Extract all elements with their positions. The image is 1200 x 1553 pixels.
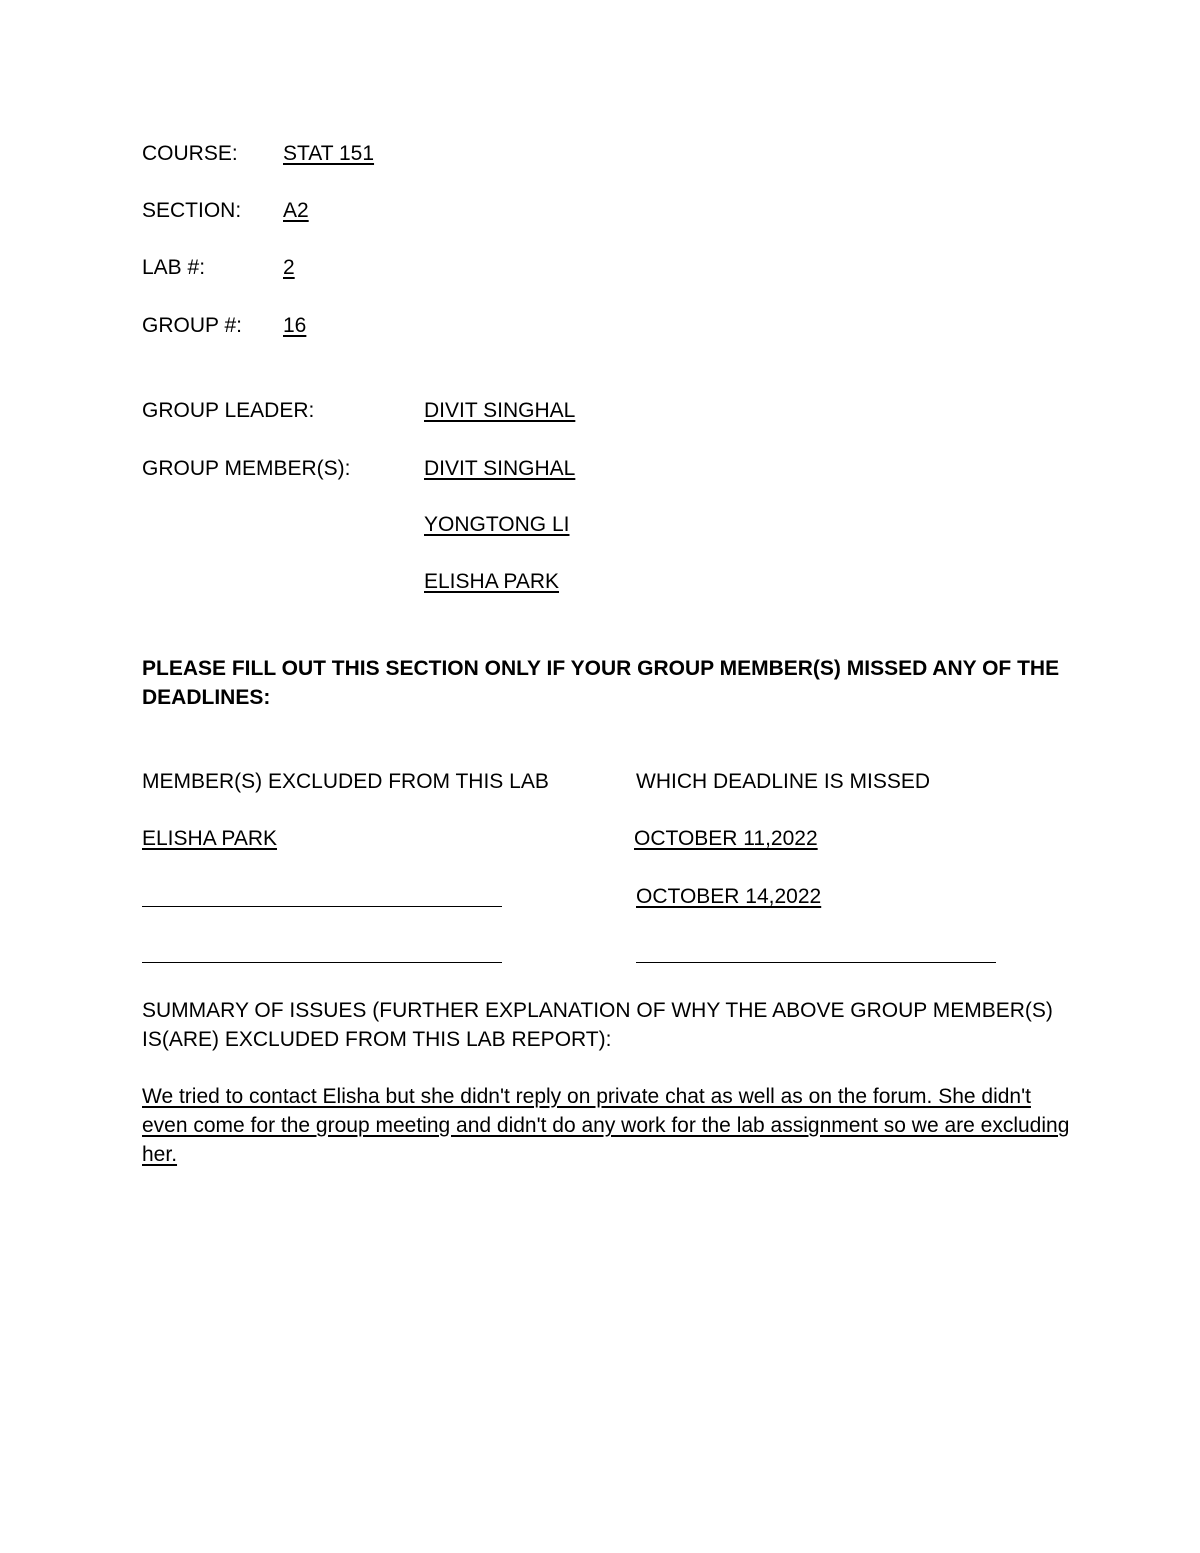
excluded-members-header: MEMBER(S) EXCLUDED FROM THIS LAB: [142, 770, 549, 793]
excluded-member-blank-2: [142, 906, 502, 907]
summary-text: We tried to contact Elisha but she didn't reply on private chat as well as on the forum. She didn't even come for the group meeting and didn't do any work for the lab assignment so we are excluding her.: [142, 1085, 1070, 1166]
missed-deadline-blank-3: [636, 962, 996, 963]
excluded-member-blank-3: [142, 962, 502, 963]
group-member-2: YONGTONG LI: [424, 513, 570, 536]
section-value: A2: [283, 199, 309, 222]
group-member-3: ELISHA PARK: [424, 570, 560, 593]
group-leader-value: DIVIT SINGHAL: [424, 399, 576, 422]
group-members-label: GROUP MEMBER(S):: [142, 457, 351, 480]
group-number-label: GROUP #:: [142, 314, 242, 337]
missed-deadline-header: WHICH DEADLINE IS MISSED: [636, 770, 931, 793]
group-number-value: 16: [283, 314, 307, 337]
missed-deadline-1: OCTOBER 11,2022: [634, 827, 818, 850]
lab-label: LAB #:: [142, 256, 206, 279]
excluded-member-1: ELISHA PARK: [142, 827, 278, 850]
course-label: COURSE:: [142, 142, 238, 165]
course-value: STAT 151: [283, 142, 375, 165]
group-member-1: DIVIT SINGHAL: [424, 457, 576, 480]
summary-label: SUMMARY OF ISSUES (FURTHER EXPLANATION OF WHY THE ABOVE GROUP MEMBER(S) IS(ARE) EXCLUDED FROM THIS LAB REPORT):: [142, 999, 1053, 1051]
deadline-notice: PLEASE FILL OUT THIS SECTION ONLY IF YOUR GROUP MEMBER(S) MISSED ANY OF THE DEADLINES:: [142, 657, 1060, 709]
group-leader-label: GROUP LEADER:: [142, 399, 315, 422]
missed-deadline-2: OCTOBER 14,2022: [636, 885, 822, 908]
lab-value: 2: [283, 256, 295, 279]
section-label: SECTION:: [142, 199, 242, 222]
